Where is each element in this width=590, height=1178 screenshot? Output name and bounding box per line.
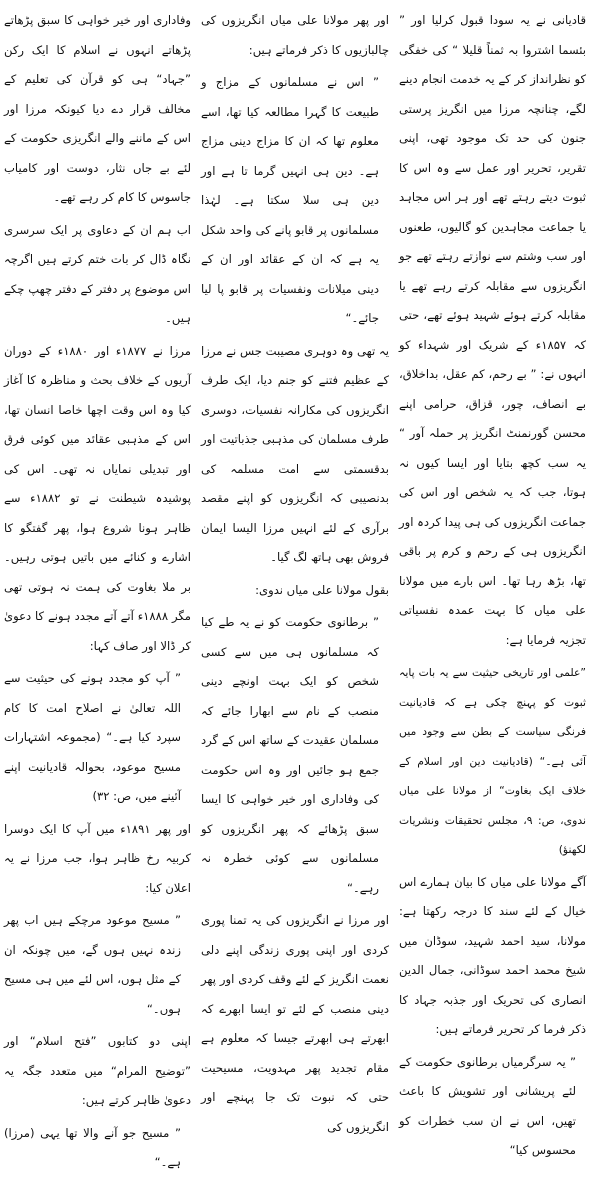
- quotation: ” برطانوی حکومت کو نے یہ طے کیا کہ مسلمانوں ہی میں سے کسی شخص کو ایک بہت اونچے دینی منصب کے نام سے ابھارا جائے کہ مسلمان عقیدت کے ساتھ اس کے گرد جمع ہو جائیں اور وہ اس حکومت کی وفاداری اور خیر خواہی کا ایسا سبق پڑھائے کہ پھر انگریزوں کو مسلمانوں سے کوئی خطرہ نہ رہے۔“: [201, 615, 379, 895]
- paragraph: وفاداری اور خیر خواہی کا سبق پڑھاتے پڑھاتے انہوں نے اسلام کا ایک رکن ”جہاد“ ہی کو قرآن کی تعلیم کے مخالف قرار دے دیا کیونکہ مرزا اور اس کے ماننے والے انگریزی حکومت کے لئے بے جاں نثار، دوست اور کامیاب جاسوس کا کام کر رہے تھے۔: [4, 13, 191, 204]
- quotation: ” اس نے مسلمانوں کے مزاج و طبیعت کا گہرا مطالعہ کیا تھا، اسے معلوم تھا کہ ان کا مزاج دینی مزاج ہے۔ دین ہی انہیں گرما تا ہے اور دین ہی سلا سکتا ہے۔ لہٰذا مسلمانوں پر قابو پانے کی واحد شکل یہ ہے کہ ان کے عقائد اور ان کے دینی میلانات ونفسیات پر قابو پا لیا جائے۔“: [201, 75, 379, 325]
- column-middle: [201, 6, 389, 1178]
- paragraph: قادیانی نے یہ سودا قبول کرلیا اور ” بئسما اشتروا بہ ثمناً قلیلا “ کی خفگی کو نظرانداز کر کے یہ خدمت انجام دینے لگے، چنانچہ مرزا میں انگریز پرستی جنون کی حد تک موجود تھی، اپنی تقریر، تحریر اور عمل سے وہ اس کا ثبوت دیتے رہتے تھے اور ہر اس مجاہد یا جماعت مجاہدین کو گالیوں، طعنوں اور سب وشتم سے نوازتے رہتے تھے جو انگریزوں سے مقابلہ کرتے رہے تھے یا مقابلہ کرتے ہوئے شہید ہوئے تھے، حتی کہ ۱۸۵۷ء کے شریک اور شہداء کو انہوں نے: ” بے رحم، کم عقل، بداخلاق، بے انصاف، چور، قزاق، حرامی اپنے محسن گورنمنٹ انگریز پر حملہ آور “ یہ سب کچھ بتایا اور ایسا کیوں نہ ہوتا، جب کہ یہ شخص اور اس کی جماعت انگریزوں کی ہی پیدا کردہ اور انگریزوں ہی کے رحم و کرم پر باقی تھا، بڑھ رہا تھا۔ اس بارے میں مولانا علی میاں کا بہت عمدہ نفسیاتی تجزیہ فرمایا ہے:: [399, 13, 586, 647]
- paragraph: اور پھر مولانا علی میاں انگریزوں کی چالبازیوں کا ذکر فرماتے ہیں:: [201, 13, 389, 57]
- paragraph: آگے مولانا علی میاں کا بیان ہمارے اس خیال کے لئے سند کا درجہ رکھتا ہے: مولانا، سید احمد شہید، سوڈان میں شیخ محمد احمد سوڈانی، جمال الدین انصاری کی تحریک اور جذبہ جہاد کا ذکر فرما کر تحریر فرماتے ہیں:: [399, 874, 586, 1036]
- column-left: [4, 6, 191, 1178]
- quotation: ” آپ کو مجدد ہونے کی حیثیت سے اللہ تعالیٰ نے اصلاح امت کا کام سپرد کیا ہے۔“ (مجموعہ اشتہارات مسیح موعود، بحوالہ قادیانیت اپنے آئینے میں، ص: ۳۲): [4, 671, 181, 803]
- paragraph: اور مرزا نے انگریزوں کی یہ تمنا پوری کردی اور اپنی پوری زندگی اپنے دلی نعمت انگریز کے لئے وقف کردی اور پھر دینی منصب کے لئے تو ایسا ابھرے کہ ابھرتے ہی ابھرتے جیسا کہ معلوم ہے مقام تجدید پھر مہدویت، مسیحیت حتی کہ نبوت تک جا پہنچے اور انگریزوں کی: [201, 913, 389, 1134]
- paragraph: بقول مولانا علی میاں ندوی:: [255, 582, 389, 597]
- quotation: ” مسیح جو آنے والا تھا یہی (مرزا) ہے۔“: [4, 1125, 181, 1169]
- quotation: ” مسیح موعود مرچکے ہیں اب پھر زندہ نہیں ہوں گے، میں چونکہ ان کے مثل ہوں، اس لئے میں ہی مسیح ہوں۔“: [4, 913, 181, 1016]
- paragraph: مرزا نے ۱۸۷۷ء اور ۱۸۸۰ء کے دوران آریوں کے خلاف بحث و مناظرہ کا آغاز کیا وہ اس وقت اچھا خاصا انسان تھا، اس کے مذہبی عقائد میں کوئی فرق اور تبدیلی نمایاں نہ تھی۔ اس کی پوشیدہ شیطنت نے تو ۱۸۸۲ء سے ظاہر ہونا شروع ہوا، پھر گفتگو کا اشارے و کنائے میں باتیں ہوتی رہیں۔ بر ملا بغاوت کی ہمت نہ ہوتی تھی مگر ۱۸۸۸ء آتے آتے مجدد ہونے کا دعویٰ کر ڈالا اور صاف کہا:: [4, 343, 191, 653]
- paragraph: اپنی دو کتابوں ”فتح اسلام“ اور ”توضیح المرام“ میں متعدد جگہ یہ دعویٰ ظاہر کرتے ہیں:: [4, 1034, 191, 1107]
- paragraph: یہ تھی وہ دوہری مصیبت جس نے مرزا کے عظیم فتنے کو جنم دیا، ایک طرف انگریزوں کی مکارانہ نفسیات، دوسری طرف مسلمان کی مذہبی جذباتیت اور بدقسمتی سے امت مسلمہ کی بدنصیبی کہ انگریزوں کو اپنے مقصد برآری کے لئے انہیں مرزا الیسا ایمان فروش بھی ہاتھ لگ گیا۔: [201, 343, 389, 564]
- column-right: [399, 6, 586, 1178]
- paragraph: اور پھر ۱۸۹۱ء میں آپ کا ایک دوسرا کربیہ رخ ظاہر ہوا، جب مرزا نے یہ اعلان کیا:: [4, 821, 191, 895]
- citation-paragraph: ”علمی اور تاریخی حیثیت سے یہ بات پایہ ثبوت کو پہنچ چکی ہے کہ قادیانیت فرنگی سیاست کے بطن سے وجود میں آئی ہے۔“ (قادیانیت دین اور اسلام کے خلاف ایک بغاوت“ از مولانا علی میاں ندوی، ص: ۹، مجلس تحقیقات ونشریات لکھنؤ): [399, 666, 586, 856]
- paragraph: اب ہم ان کے دعاوی پر ایک سرسری نگاہ ڈال کر بات ختم کرتے ہیں اگرچہ اس موضوع پر دفتر کے دفتر چھپ چکے ہیں۔: [4, 222, 191, 325]
- quotation: ” یہ سرگرمیاں برطانوی حکومت کے لئے پریشانی اور تشویش کا باعث تھیں، اس نے ان سب خطرات کو محسوس کیا“: [399, 1054, 576, 1157]
